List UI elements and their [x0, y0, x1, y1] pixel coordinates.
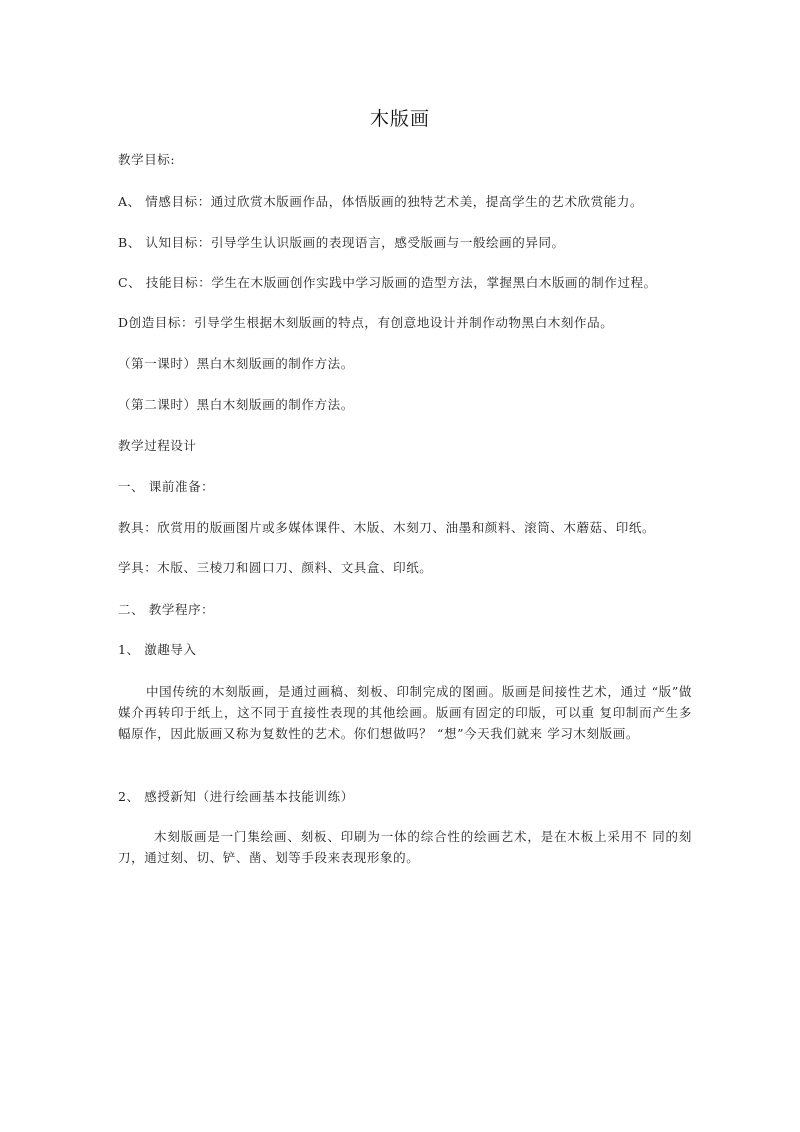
objective-a: A、 情感目标：通过欣赏木版画作品，体悟版画的独特艺术美，提高学生的艺术欣赏能力。 [118, 194, 644, 209]
lesson-two-note: （第二课时）黑白木刻版画的制作方法。 [118, 397, 354, 412]
subsection-1-heading: 1、 激趣导入 [118, 642, 197, 657]
section-heading-objectives: 教学目标: [118, 152, 176, 167]
paragraph-intro: 中国传统的木刻版画，是通过画稿、刻板、印制完成的图画。版画是间接性艺术，通过 “版”做媒介再转印于纸上，这不同于直接性表现的其他绘画。版画有固定的印版，可以重 复印制而产生多幅原作，因此版画又称为复数性的艺术。你们想做吗？ “想”今天我们就来 学习木刻版画。 [118, 684, 692, 741]
lesson-one-note: （第一课时）黑白木刻版画的制作方法。 [118, 356, 354, 371]
student-tools: 学具：木版、三棱刀和圆口刀、颜料、文具盒、印纸。 [118, 560, 433, 575]
paragraph-woodcut: 木刻版画是一门集绘画、刻板、印刷为一体的综合性的绘画艺术，是在木板上采用不 同的刻刀，通过刻、切、铲、凿、划等手段来表现形象的。 [118, 829, 692, 865]
step-two-heading: 二、 教学程序： [118, 602, 215, 617]
objective-c: C、 技能目标：学生在木版画创作实践中学习版画的造型方法，掌握黑白木版画的制作过程。 [118, 275, 657, 290]
objective-d: D创造目标：引导学生根据木刻版画的特点，有创意地设计并制作动物黑白木刻作品。 [118, 315, 614, 330]
subsection-2-heading: 2、 感授新知（进行绘画基本技能训练） [118, 789, 354, 804]
document-title: 木版画 [369, 108, 430, 130]
teaching-tools: 教具：欣赏用的版画图片或多媒体课件、木版、木刻刀、油墨和颜料、滚筒、木蘑菇、印纸。 [118, 520, 656, 535]
section-heading-process: 教学过程设计 [118, 438, 197, 453]
objective-b: B、 认知目标：引导学生认识版画的表现语言，感受版画与一般绘画的异同。 [118, 235, 565, 250]
step-one-heading: 一、 课前准备： [118, 479, 215, 494]
